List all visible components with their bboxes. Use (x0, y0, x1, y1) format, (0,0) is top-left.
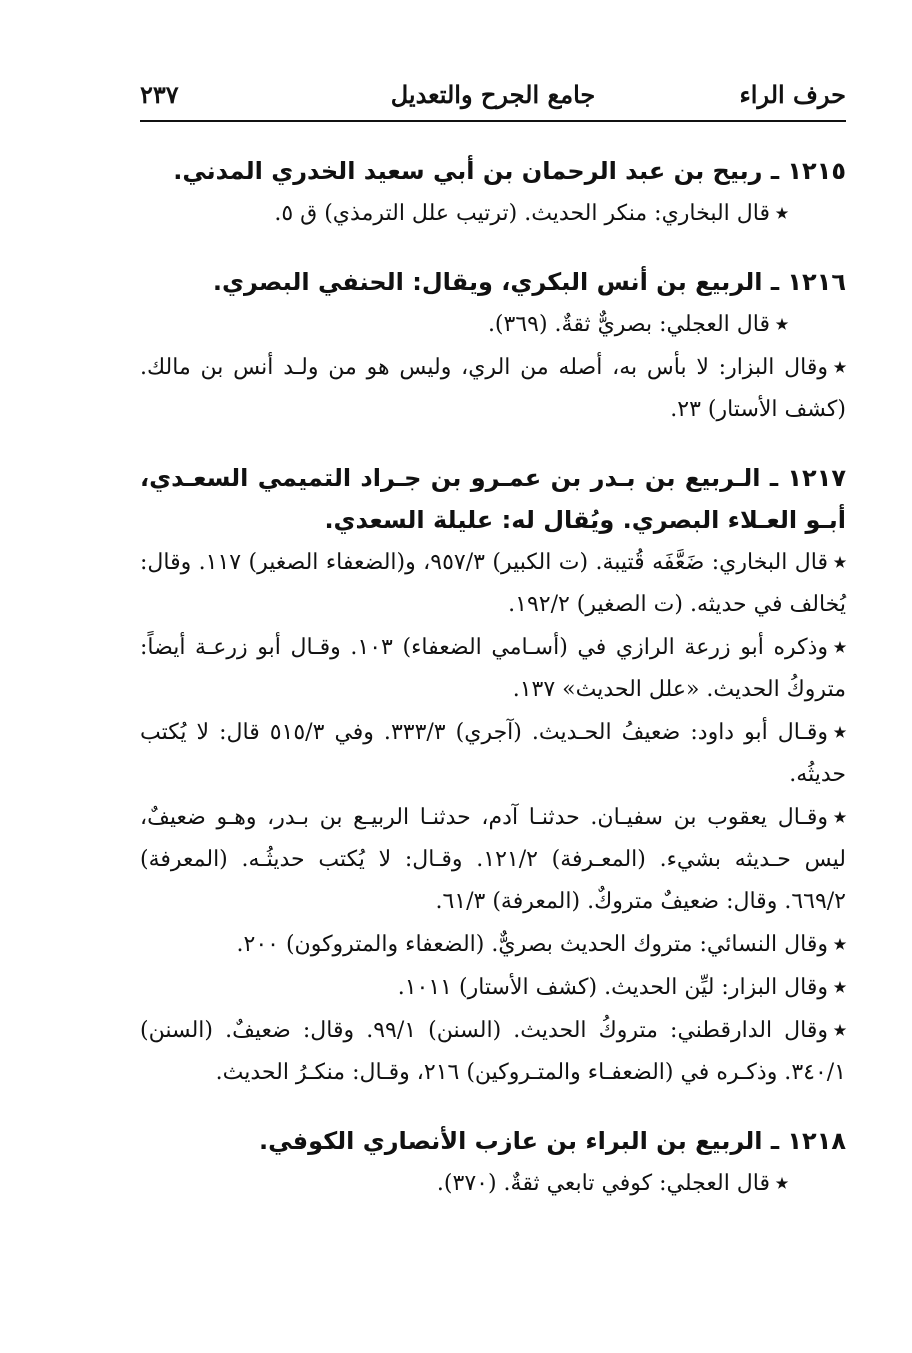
page-body (140, 150, 846, 1231)
asterisk-bullet-icon: ٭ (776, 1170, 788, 1196)
note-text: وقال النسائي: متروك الحديث بصريٌّ. (الضعفاء والمتروكون) ٢٠٠. (236, 932, 828, 957)
asterisk-bullet-icon: ٭ (834, 719, 847, 745)
entry-note (140, 346, 846, 431)
running-header (140, 80, 846, 118)
entry-title: ١٢١٦ ـ الربيع بن أنس البكري، ويقال: الحنفي البصري. (212, 268, 846, 296)
chapter-title: حرف الراء (739, 80, 846, 109)
note-text: قال العجلي: كوفي تابعي ثقةٌ. (٣٧٠). (436, 1171, 770, 1196)
note-text: قال العجلي: بصريٌّ ثقةٌ. (٣٦٩). (487, 312, 770, 337)
entry-note (140, 711, 846, 796)
entry-note (140, 541, 846, 626)
asterisk-bullet-icon: ٭ (834, 549, 846, 575)
page-number: ٢٣٧ (140, 80, 179, 109)
entry-note (140, 192, 846, 235)
note-text: قال البخاري: منكر الحديث. (ترتيب علل الترمذي) ق ٥. (274, 201, 770, 226)
entry-1216 (140, 261, 846, 431)
asterisk-bullet-icon: ٭ (776, 311, 788, 337)
entry-1215 (140, 150, 846, 235)
note-text: وقال الدارقطني: متروكُ الحديث. (السنن) ٩٩/١. وقال: ضعيفٌ. (السنن) ٣٤٠/١. وذكـره في (الضعفـاء والمتـروكين) ٢١٦، وقـال: منكـرُ الحديث. (140, 1018, 846, 1085)
header-rule (140, 120, 846, 122)
note-text: قال البخاري: ضَعَّفَه قُتيبة. (ت الكبير) ٩٥٧/٣، و(الضعفاء الصغير) ١١٧. وقال: يُخالف في حديثه. (ت الصغير) ١٩٢/٢. (140, 550, 846, 617)
entry-1218 (140, 1120, 846, 1205)
asterisk-bullet-icon: ٭ (834, 931, 846, 957)
entry-1217 (140, 457, 846, 1094)
asterisk-bullet-icon: ٭ (834, 1017, 846, 1043)
entry-note (140, 923, 846, 966)
asterisk-bullet-icon: ٭ (776, 200, 788, 226)
asterisk-bullet-icon: ٭ (834, 634, 847, 660)
note-text: وقال البزار: لا بأس به، أصله من الري، وليس هو من ولـد أنس بن مالك. (كشف الأستار) ٢٣. (140, 355, 846, 422)
note-text: وذكره أبو زرعة الرازي في (أسـامي الضعفاء) ١٠٣. وقـال أبو زرعـة أيضاً: متروكُ الحديث. «علل الحديث» ١٣٧. (140, 635, 846, 702)
entry-title: ١٢١٨ ـ الربيع بن البراء بن عازب الأنصاري الكوفي. (259, 1127, 846, 1155)
entry-note (140, 1009, 846, 1094)
book-title: جامع الجرح والتعديل (390, 80, 596, 109)
entry-note (140, 303, 846, 346)
asterisk-bullet-icon: ٭ (834, 354, 846, 380)
entry-title: ١٢١٥ ـ ربيح بن عبد الرحمان بن أبي سعيد الخدري المدني. (173, 157, 846, 185)
entry-note (140, 966, 846, 1009)
entry-title: ١٢١٧ ـ الـربيع بن بـدر بن عمـرو بن جـراد التميمي السعـدي، أبـو العـلاء البصري. ويُقال له: عليلة السعدي. (140, 464, 846, 534)
note-text: وقـال أبو داود: ضعيفُ الحـديث. (آجري) ٣٣٣/٣. وفي ٥١٥/٣ قال: لا يُكتب حديثُه. (140, 720, 846, 787)
asterisk-bullet-icon: ٭ (834, 804, 846, 830)
note-text: وقال البزار: ليِّن الحديث. (كشف الأستار) ١٠١١. (397, 975, 828, 1000)
entry-note (140, 796, 846, 923)
entry-note (140, 626, 846, 711)
asterisk-bullet-icon: ٭ (834, 974, 846, 1000)
entry-note (140, 1162, 846, 1205)
note-text: وقـال يعقوب بن سفيـان. حدثنـا آدم، حدثنـا الربيـع بن بـدر، وهـو ضعيفٌ، ليس حـديثه بشيء. (المعـرفة) ١٢١/٢. وقـال: لا يُكتب حديثُـه. (المعرفة) ٦٦٩/٢. وقال: ضعيفٌ متروكٌ. (المعرفة) ٦١/٣. (140, 805, 846, 914)
